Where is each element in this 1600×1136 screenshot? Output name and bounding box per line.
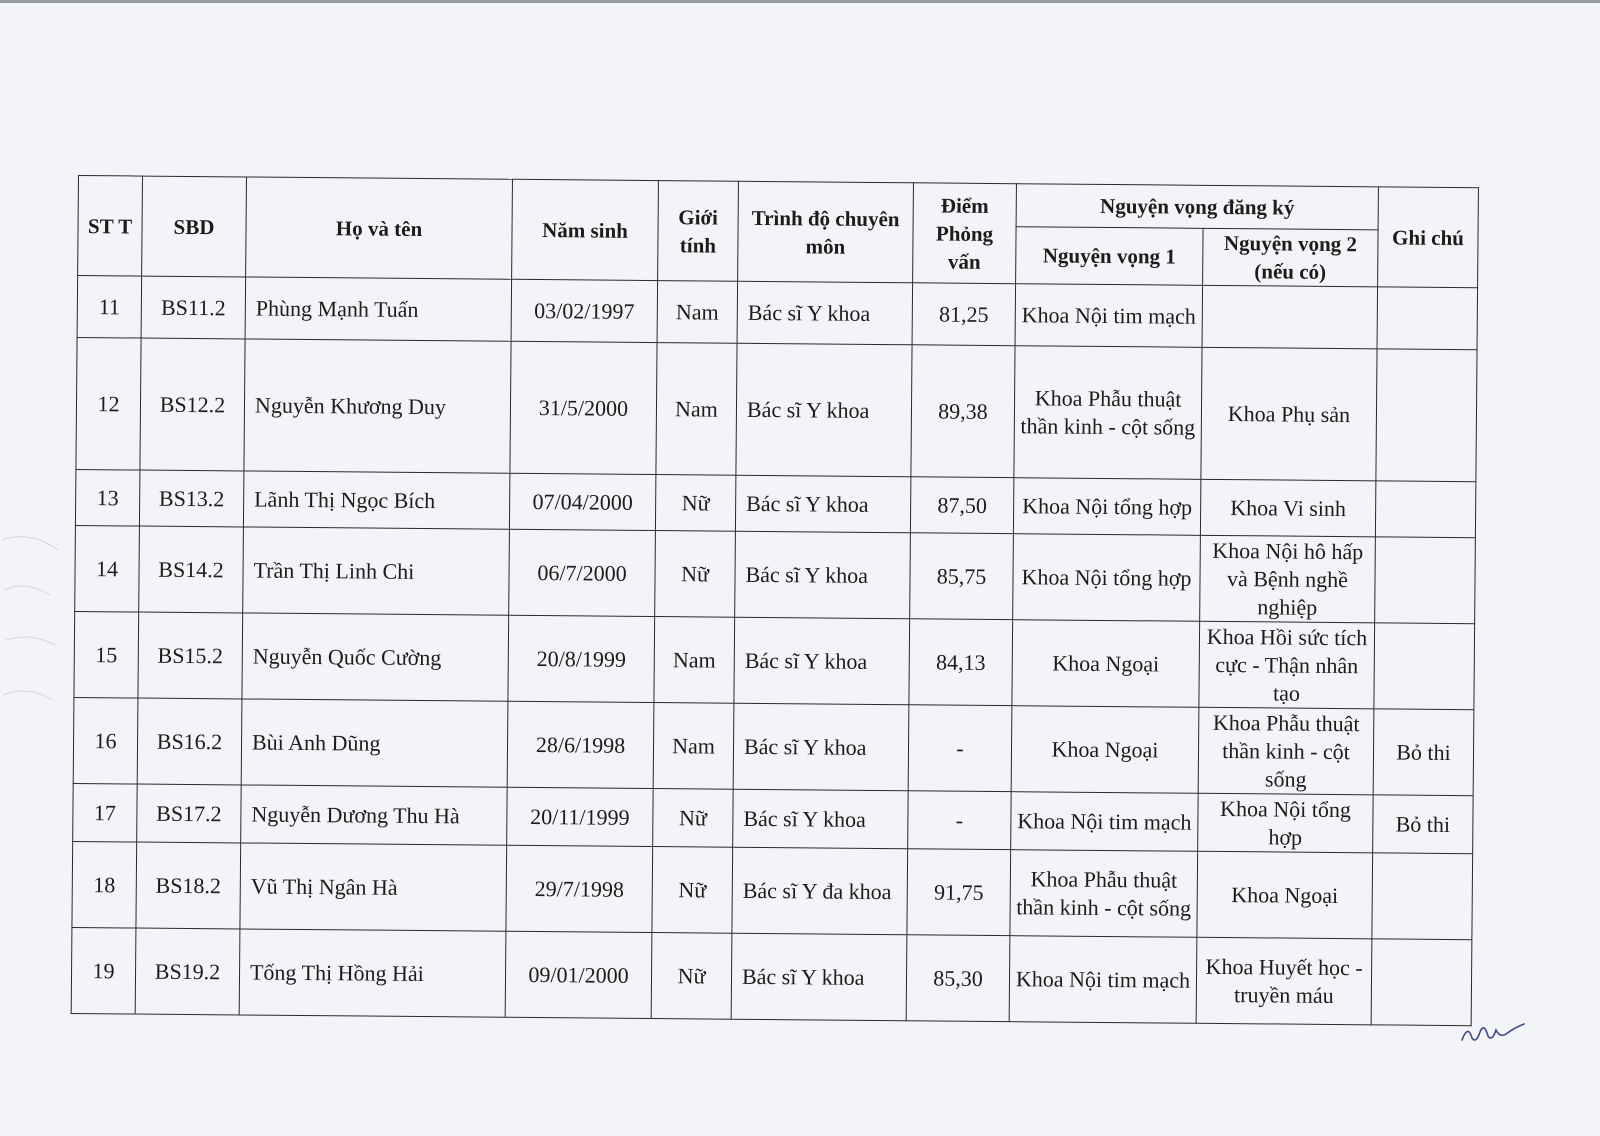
- header-preference-group: Nguyện vọng đăng ký: [1016, 184, 1378, 230]
- cell-pref1: Khoa Ngoại: [1011, 706, 1199, 794]
- cell-note: Bỏ thi: [1373, 795, 1474, 854]
- cell-pref1: Khoa Phẫu thuật thần kinh - cột sống: [1014, 346, 1202, 480]
- cell-name: Nguyễn Quốc Cường: [242, 613, 509, 701]
- cell-dob: 31/5/2000: [510, 341, 657, 474]
- cell-pref1: Khoa Phẫu thuật thần kinh - cột sống: [1010, 850, 1198, 938]
- cell-note: Bỏ thi: [1373, 709, 1474, 796]
- cell-pref2: Khoa Ngoại: [1197, 851, 1373, 939]
- header-dob: Năm sinh: [512, 179, 659, 280]
- header-name: Họ và tên: [246, 177, 513, 279]
- cell-name: Vũ Thị Ngân Hà: [240, 843, 507, 931]
- cell-pref1: Khoa Ngoại: [1012, 620, 1200, 708]
- signature-mark: [1458, 1012, 1528, 1046]
- header-stt: ST T: [78, 176, 143, 277]
- header-score: Điểm Phỏng vấn: [913, 183, 1017, 284]
- cell-score: 84,13: [909, 619, 1013, 706]
- table-row: [72, 841, 1473, 939]
- cell-pref1: Khoa Nội tổng hợp: [1013, 534, 1201, 622]
- cell-pref2: Khoa Phẫu thuật thần kinh - cột sống: [1198, 707, 1374, 795]
- cell-dob: 29/7/1998: [506, 845, 653, 932]
- cell-dob: 09/01/2000: [505, 931, 652, 1018]
- cell-score: 85,30: [906, 935, 1010, 1022]
- cell-qualification: Bác sĩ Y khoa: [733, 789, 908, 849]
- cell-sbd: BS16.2: [137, 698, 242, 785]
- cell-pref2: Khoa Huyết học - truyền máu: [1196, 937, 1372, 1025]
- cell-score: 87,50: [910, 477, 1013, 534]
- cell-name: Trần Thị Linh Chi: [243, 527, 510, 615]
- stamp-graphic: [0, 520, 60, 720]
- cell-dob: 20/11/1999: [507, 787, 654, 846]
- faded-stamp-mark: [0, 520, 60, 720]
- cell-stt: 12: [76, 337, 141, 470]
- cell-pref2: Khoa Nội hô hấp và Bệnh nghề nghiệp: [1200, 535, 1376, 623]
- header-gender: Giới tính: [658, 181, 739, 282]
- header-row-top: [78, 176, 1478, 231]
- cell-stt: 13: [75, 469, 139, 526]
- cell-qualification: Bác sĩ Y khoa: [733, 703, 909, 791]
- cell-stt: 14: [75, 525, 140, 612]
- cell-sbd: BS11.2: [141, 276, 246, 339]
- cell-pref1: Khoa Nội tổng hợp: [1013, 478, 1200, 536]
- header-pref2: Nguyện vọng 2 (nếu có): [1203, 228, 1378, 287]
- cell-note: [1371, 939, 1472, 1026]
- cell-gender: Nữ: [653, 789, 734, 848]
- cell-gender: Nam: [657, 281, 738, 344]
- cell-score: 91,75: [907, 849, 1011, 936]
- cell-note: [1376, 349, 1477, 482]
- cell-dob: 28/6/1998: [507, 701, 654, 788]
- cell-sbd: BS13.2: [139, 470, 243, 527]
- header-note: Ghi chú: [1378, 187, 1479, 288]
- cell-gender: Nữ: [652, 847, 733, 934]
- cell-qualification: Bác sĩ Y khoa: [735, 531, 911, 619]
- cell-pref2: Khoa Nội tổng hợp: [1198, 793, 1373, 853]
- cell-name: Phùng Mạnh Tuấn: [245, 277, 512, 341]
- table-row: [71, 927, 1472, 1025]
- cell-stt: 18: [72, 841, 137, 928]
- cell-gender: Nữ: [655, 531, 736, 618]
- cell-gender: Nam: [653, 703, 734, 790]
- cell-sbd: BS18.2: [136, 842, 241, 929]
- cell-pref1: Khoa Nội tim mạch: [1009, 936, 1197, 1024]
- candidate-list-sheet: [78, 175, 1479, 1014]
- table-row: [73, 697, 1474, 795]
- cell-qualification: Bác sĩ Y khoa: [735, 475, 910, 533]
- cell-gender: Nam: [656, 343, 737, 476]
- cell-score: -: [908, 705, 1012, 792]
- cell-pref1: Khoa Nội tim mạch: [1015, 284, 1203, 348]
- table-row: [75, 525, 1476, 623]
- cell-qualification: Bác sĩ Y khoa: [736, 343, 912, 477]
- cell-qualification: Bác sĩ Y khoa: [731, 933, 907, 1021]
- cell-stt: 19: [71, 927, 136, 1014]
- cell-sbd: BS17.2: [137, 784, 242, 843]
- cell-sbd: BS15.2: [138, 612, 243, 699]
- cell-note: [1374, 623, 1475, 710]
- cell-note: [1377, 287, 1478, 350]
- cell-stt: 17: [73, 783, 138, 842]
- cell-dob: 03/02/1997: [511, 279, 658, 342]
- cell-pref2: Khoa Hồi sức tích cực - Thận nhân tạo: [1199, 621, 1375, 709]
- header-qualification: Trình độ chuyên môn: [738, 181, 914, 283]
- cell-qualification: Bác sĩ Y khoa: [737, 281, 913, 345]
- cell-note: [1375, 481, 1475, 538]
- cell-dob: 06/7/2000: [509, 529, 656, 616]
- cell-pref1: Khoa Nội tim mạch: [1011, 792, 1198, 852]
- cell-qualification: Bác sĩ Y khoa: [734, 617, 910, 705]
- cell-score: 89,38: [911, 345, 1015, 478]
- cell-dob: 20/8/1999: [508, 615, 655, 702]
- cell-gender: Nữ: [651, 933, 732, 1020]
- cell-stt: 16: [73, 697, 138, 784]
- cell-name: Bùi Anh Dũng: [241, 699, 508, 787]
- cell-name: Nguyễn Dương Thu Hà: [241, 785, 507, 845]
- cell-gender: Nữ: [655, 475, 735, 532]
- table-row: [74, 611, 1475, 709]
- cell-note: [1375, 537, 1476, 624]
- cell-qualification: Bác sĩ Y đa khoa: [732, 847, 908, 935]
- cell-pref2: Khoa Vi sinh: [1200, 479, 1375, 537]
- cell-name: Tống Thị Hồng Hải: [239, 929, 506, 1017]
- cell-gender: Nam: [654, 617, 735, 704]
- header-sbd: SBD: [142, 176, 247, 277]
- cell-name: Lãnh Thị Ngọc Bích: [243, 471, 509, 529]
- cell-sbd: BS19.2: [135, 928, 240, 1015]
- cell-sbd: BS12.2: [140, 338, 245, 471]
- table-row: [76, 337, 1477, 481]
- candidate-results-table: [71, 175, 1479, 1026]
- cell-score: 85,75: [910, 533, 1014, 620]
- cell-score: 81,25: [912, 283, 1016, 346]
- cell-note: [1372, 853, 1473, 940]
- cell-pref2: [1202, 285, 1378, 349]
- cell-sbd: BS14.2: [139, 526, 244, 613]
- header-pref1: Nguyện vọng 1: [1016, 227, 1203, 286]
- cell-stt: 15: [74, 611, 139, 698]
- cell-pref2: Khoa Phụ sản: [1201, 347, 1377, 481]
- cell-score: -: [908, 791, 1012, 850]
- cell-name: Nguyễn Khương Duy: [244, 339, 511, 473]
- cell-stt: 11: [77, 276, 142, 339]
- cell-dob: 07/04/2000: [509, 473, 655, 530]
- page-top-edge: [0, 0, 1600, 3]
